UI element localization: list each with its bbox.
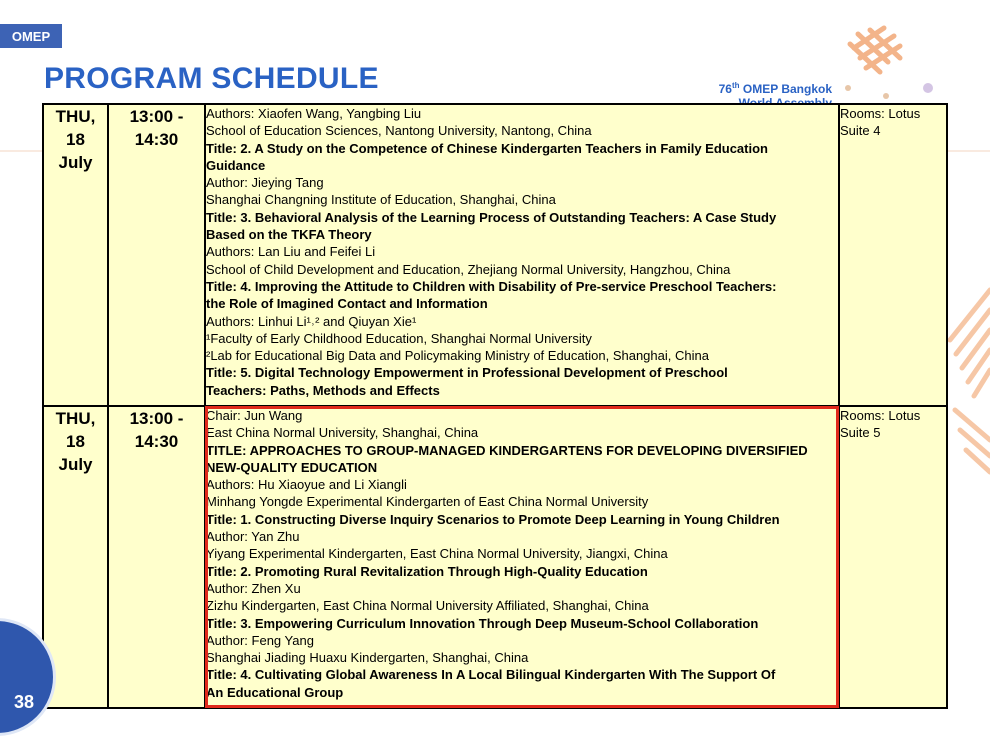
day-weekday: THU, bbox=[55, 107, 96, 126]
room-cell bbox=[839, 104, 947, 406]
session-info-line: Shanghai Changning Institute of Education, Shanghai, China bbox=[206, 192, 556, 208]
page-title: PROGRAM SCHEDULE bbox=[44, 62, 379, 95]
table-row bbox=[43, 406, 947, 708]
session-info-line: ²Lab for Educational Big Data and Policymaking Ministry of Education, Shanghai, China bbox=[206, 348, 709, 364]
time-start: 13:00 - bbox=[129, 409, 184, 428]
session-title-line: Guidance bbox=[206, 157, 266, 173]
session-details bbox=[205, 104, 839, 406]
session-title-line: Title: 3. Behavioral Analysis of the Learning Process of Outstanding Teachers: A Case Study bbox=[206, 209, 777, 225]
schedule-table bbox=[42, 103, 948, 709]
session-info-line: Author: Feng Yang bbox=[206, 632, 314, 648]
session-info-line: Shanghai Jiading Huaxu Kindergarten, Shanghai, China bbox=[206, 650, 529, 666]
session-info-line: Authors: Xiaofen Wang, Yangbing Liu bbox=[206, 106, 422, 121]
room-label: Rooms: Lotus Suite 4 bbox=[840, 106, 921, 139]
time-start: 13:00 - bbox=[129, 107, 184, 126]
room-label: Rooms: Lotus Suite 5 bbox=[840, 408, 921, 441]
session-info-line: Zizhu Kindergarten, East China Normal University Affiliated, Shanghai, China bbox=[206, 598, 649, 614]
session-info-line: Authors: Linhui Li¹˒² and Qiuyan Xie¹ bbox=[206, 313, 417, 329]
time-cell bbox=[108, 406, 205, 708]
day-cell bbox=[43, 104, 108, 406]
session-title-line: Title: 3. Empowering Curriculum Innovation Through Deep Museum-School Collaboration bbox=[206, 615, 759, 631]
day-date: 18 bbox=[66, 130, 85, 149]
session-info-line: Yiyang Experimental Kindergarten, East China Normal University, Jiangxi, China bbox=[206, 546, 668, 562]
session-title-line: Title: 2. A Study on the Competence of Chinese Kindergarten Teachers in Family Education bbox=[206, 140, 768, 156]
assembly-logo-icon bbox=[836, 18, 936, 108]
assembly-number: 76 bbox=[718, 82, 732, 96]
session-title-line: Title: 4. Improving the Attitude to Children with Disability of Pre-service Preschool Teachers: bbox=[206, 278, 777, 294]
session-title-line: TITLE: APPROACHES TO GROUP-MANAGED KINDERGARTENS FOR DEVELOPING DIVERSIFIED bbox=[206, 442, 808, 458]
session-title-line: Based on the TKFA Theory bbox=[206, 227, 372, 243]
omep-tag: OMEP bbox=[0, 24, 62, 48]
session-title-line: Title: 1. Constructing Diverse Inquiry Scenarios to Promote Deep Learning in Young Children bbox=[206, 511, 780, 527]
session-info-line: Authors: Hu Xiaoyue and Li Xiangli bbox=[206, 477, 407, 493]
session-info-line: School of Education Sciences, Nantong University, Nantong, China bbox=[206, 123, 592, 139]
table-row bbox=[43, 104, 947, 406]
day-month: July bbox=[58, 153, 93, 172]
day-weekday: THU, bbox=[55, 409, 96, 428]
room-cell bbox=[839, 406, 947, 708]
session-title-line: Title: 4. Cultivating Global Awareness In A Local Bilingual Kindergarten With The Support Of bbox=[206, 667, 776, 683]
session-title-line: Teachers: Paths, Methods and Effects bbox=[206, 382, 440, 398]
session-info-line: Chair: Jun Wang bbox=[206, 408, 303, 423]
session-title-line: Title: 2. Promoting Rural Revitalization Through High-Quality Education bbox=[206, 563, 648, 579]
assembly-number-suffix: th bbox=[731, 81, 740, 90]
session-title-line: Title: 5. Digital Technology Empowerment in Professional Development of Preschool bbox=[206, 365, 728, 381]
session-info-line: Author: Jieying Tang bbox=[206, 175, 324, 191]
assembly-line-1 bbox=[719, 79, 832, 96]
assembly-city: OMEP Bangkok bbox=[739, 82, 832, 96]
session-info-line: Author: Zhen Xu bbox=[206, 580, 301, 596]
time-end: 14:30 bbox=[134, 432, 179, 451]
time-cell bbox=[108, 104, 205, 406]
session-title-line: NEW-QUALITY EDUCATION bbox=[206, 459, 378, 475]
session-details-highlighted bbox=[205, 406, 839, 708]
session-info-line: ¹Faculty of Early Childhood Education, Shanghai Normal University bbox=[206, 330, 592, 346]
day-date: 18 bbox=[66, 432, 85, 451]
session-info-line: Authors: Lan Liu and Feifei Li bbox=[206, 244, 376, 260]
page-number: 38 bbox=[14, 692, 35, 712]
session-info-line: School of Child Development and Education, Zhejiang Normal University, Hangzhou, China bbox=[206, 261, 731, 277]
session-info-line: Author: Yan Zhu bbox=[206, 529, 300, 545]
session-info-line: Minhang Yongde Experimental Kindergarten of East China Normal University bbox=[206, 494, 649, 510]
day-month: July bbox=[58, 455, 93, 474]
session-info-line: East China Normal University, Shanghai, China bbox=[206, 425, 479, 441]
session-title-line: the Role of Imagined Contact and Information bbox=[206, 296, 488, 312]
time-end: 14:30 bbox=[134, 130, 179, 149]
session-title-line: An Educational Group bbox=[206, 684, 344, 700]
